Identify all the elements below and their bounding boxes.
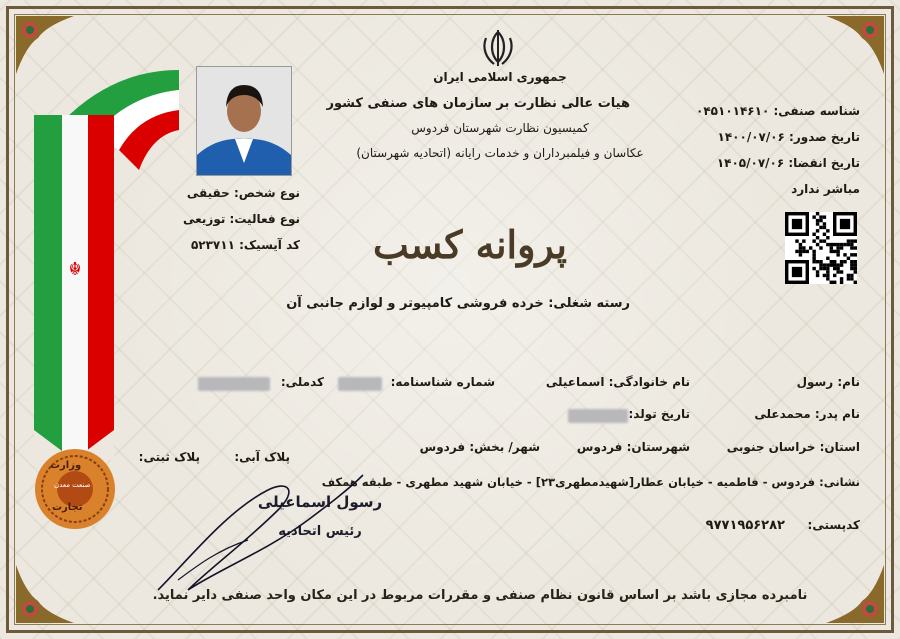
business-category: رسته شغلی: خرده فروشی کامپیوتر و لوازم جانبی آن	[286, 296, 630, 311]
signatory-name: رسول اسماعیلی	[257, 493, 383, 511]
city: شهر/ بخش: فردوس	[419, 440, 540, 454]
footer-note: نامبرده مجازی باشد بر اساس قانون نظام صنفی و مقررات مربوط در این مکان واحد صنفی دایر نماید.	[152, 588, 808, 603]
birth-date-redacted	[568, 409, 628, 423]
national-code-label: کدملی:	[280, 375, 324, 389]
emblem-icon	[480, 28, 516, 68]
document-title: پروانه کسب	[373, 222, 567, 267]
flag-ribbon-icon	[34, 60, 184, 460]
commission-heading: کمیسیون نظارت شهرستان فردوس	[411, 121, 589, 135]
signature-icon	[148, 470, 368, 600]
corner-ornament-icon	[16, 565, 74, 623]
owner-photo	[196, 66, 292, 176]
issue-date: تاریخ صدور: ۱۴۰۰/۰۷/۰۶	[717, 130, 860, 144]
father-name: نام پدر: محمدعلی	[754, 407, 860, 421]
national-code-redacted	[198, 377, 270, 391]
address: نشانی: فردوس - فاطمیه - خیابان عطار[شهیدمطهری۲۳] - خیابان شهید مطهری - طبقه همکف	[321, 475, 860, 489]
province: استان: خراسان جنوبی	[726, 440, 860, 454]
person-type: نوع شخص: حقیقی	[186, 186, 300, 200]
corner-ornament-icon	[826, 16, 884, 74]
republic-heading: جمهوری اسلامی ایران	[433, 70, 567, 84]
blue-plate-label: پلاک آبی:	[234, 450, 290, 464]
last-name: نام خانوادگی: اسماعیلی	[545, 375, 690, 389]
union-heading: عکاسان و فیلمبرداران و خدمات رایانه (اتحادیه شهرستان)	[356, 146, 644, 160]
county: شهرستان: فردوس	[576, 440, 690, 454]
first-name: نام: رسول	[796, 375, 860, 389]
guild-id: شناسه صنفی: ۰۴۵۱۰۱۴۶۱۰	[696, 104, 860, 118]
activity-type: نوع فعالیت: توزیعی	[183, 212, 300, 226]
agent-status: مباشر ندارد	[791, 182, 860, 196]
id-number-redacted	[338, 377, 382, 391]
expiry-date: تاریخ انقضا: ۱۴۰۵/۰۷/۰۶	[716, 156, 860, 170]
qr-code-icon	[785, 212, 857, 284]
board-heading: هیات عالی نظارت بر سازمان های صنفی کشور	[326, 96, 630, 111]
postal-code-label: کدپستی:	[807, 518, 860, 532]
birth-date-label: تاریخ تولد:	[628, 407, 690, 421]
seal-text-middle: صنعت معدن	[54, 481, 91, 489]
svg-text:☬: ☬	[68, 259, 82, 280]
postal-code-value: ۹۷۷۱۹۵۶۲۸۲	[705, 518, 785, 533]
signatory-role: رئیس اتحادیه	[278, 524, 362, 539]
seal-text-top: وزارت	[50, 460, 82, 471]
registry-plate-label: پلاک ثبتی:	[138, 450, 200, 464]
seal-text-bottom: تجارت	[52, 502, 83, 513]
id-number-label: شماره شناسنامه:	[390, 375, 495, 389]
corner-ornament-icon	[826, 565, 884, 623]
isic-code: کد آیسیک: ۵۲۳۷۱۱	[190, 238, 300, 252]
